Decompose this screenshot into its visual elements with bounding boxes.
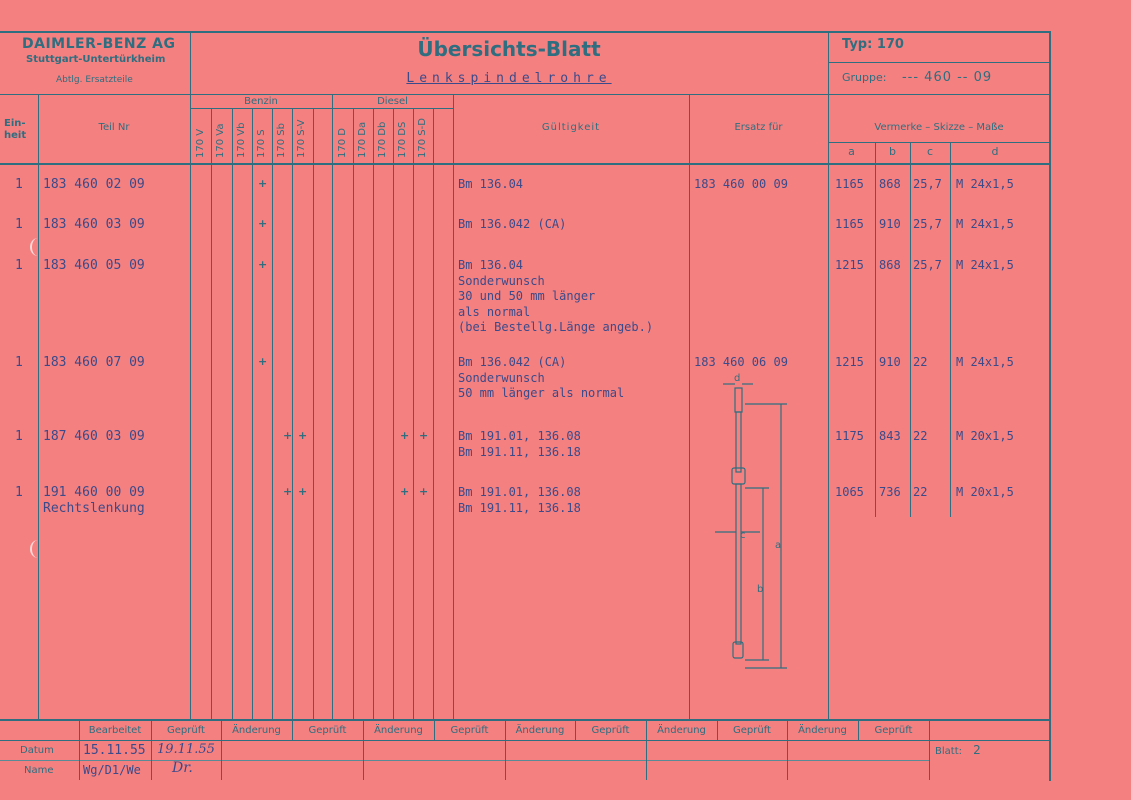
dims-header-line xyxy=(828,142,1050,143)
model-170sb: 170 Sb xyxy=(276,123,287,158)
gruppe-value: --- 460 -- 09 xyxy=(901,70,993,85)
col-header-diesel: Diesel xyxy=(377,96,408,107)
col-header-benzin: Benzin xyxy=(244,96,278,107)
footer-geprueft-3: Geprüft xyxy=(450,725,489,736)
header-divider xyxy=(0,94,1050,95)
col-header-gueltigkeit: Gültigkeit xyxy=(541,122,601,133)
model-170sd: 170 S-D xyxy=(417,118,428,158)
sketch-label-d: d xyxy=(734,373,741,384)
company-location: Stuttgart-Untertürkheim xyxy=(26,54,166,65)
footer-row-line-2 xyxy=(0,760,930,761)
column-header-divider xyxy=(0,163,1050,165)
row1-ersatz: 183 460 00 09 xyxy=(694,177,788,191)
gruppe-field xyxy=(842,70,992,85)
row6-mark-170ds: + xyxy=(400,485,410,498)
row1-teil-nr: 183 460 02 09 xyxy=(43,177,145,192)
row5-einheit: 1 xyxy=(15,429,23,444)
dim-header-d: d xyxy=(991,145,999,158)
company-name: DAIMLER-BENZ AG xyxy=(22,36,176,52)
row5-mark-170sb: + xyxy=(283,429,293,442)
row3-a: 1215 xyxy=(835,258,864,272)
row5-c: 22 xyxy=(913,429,928,443)
row3-c: 25,7 xyxy=(913,258,942,272)
typ-label: Typ: xyxy=(842,37,873,52)
footer-geprueft-4: Geprüft xyxy=(591,725,630,736)
row4-einheit: 1 xyxy=(15,355,23,370)
dims-line-a xyxy=(875,142,876,517)
row1-gueltigkeit: Bm 136.04 xyxy=(458,177,524,191)
footer-aenderung-1: Änderung xyxy=(232,725,281,736)
row4-g-line1: Bm 136.042 (CA) xyxy=(458,355,567,369)
sketch-label-b: b xyxy=(757,584,764,595)
punch-hole-bottom xyxy=(30,540,46,558)
row6-mark-170sv: + xyxy=(298,485,308,498)
footer-name-signature: Dr. xyxy=(172,760,193,776)
row2-gueltigkeit: Bm 136.042 (CA) xyxy=(458,217,567,231)
frame-top xyxy=(0,31,1050,33)
footer-datum-label: Datum xyxy=(20,745,54,756)
model-170ds: 170 DS xyxy=(397,121,408,158)
row5-g-line1: Bm 191.01, 136.08 xyxy=(458,429,581,443)
dims-line-b xyxy=(910,142,911,517)
dims-line-c xyxy=(950,142,951,517)
col-line-d1 xyxy=(353,108,354,720)
row6-einheit: 1 xyxy=(15,485,23,500)
footer-bearbeitet: Bearbeitet xyxy=(88,725,142,736)
row4-a: 1215 xyxy=(835,355,864,369)
row5-mark-170sv: + xyxy=(298,429,308,442)
row5-d: M 20x1,5 xyxy=(956,429,1014,443)
footer-aenderung-5: Änderung xyxy=(798,725,847,736)
col-line-m5 xyxy=(292,108,293,720)
footer-vline-13 xyxy=(929,720,930,780)
row1-c: 25,7 xyxy=(913,177,942,191)
row3-g-line3: 30 und 50 mm länger xyxy=(458,289,596,303)
row1-b: 868 xyxy=(879,177,901,191)
col-header-einheit: Ein-heit xyxy=(4,118,27,141)
sketch-label-c: c xyxy=(740,530,746,541)
row6-g-line2: Bm 191.11, 136.18 xyxy=(458,500,581,515)
row3-d: M 24x1,5 xyxy=(956,258,1014,272)
col-header-teil-nr: Teil Nr xyxy=(98,122,130,133)
row4-d: M 24x1,5 xyxy=(956,355,1014,369)
col-line-d3 xyxy=(393,108,394,720)
footer-aenderung-3: Änderung xyxy=(515,725,565,736)
footer-geprueft-2: Geprüft xyxy=(308,725,347,736)
col-line-m2 xyxy=(232,108,233,720)
col-line-teil xyxy=(190,165,191,720)
row3-g-line1: Bm 136.04 xyxy=(458,258,524,272)
typ-field xyxy=(842,37,904,52)
row3-g-line5: (bei Bestellg.Länge angeb.) xyxy=(458,320,654,334)
steering-tube-sketch xyxy=(705,370,815,680)
footer-datum-signature: 19.11.55 xyxy=(157,742,215,757)
row5-g-line2: Bm 191.11, 136.18 xyxy=(458,444,581,459)
gruppe-label: Gruppe: xyxy=(842,71,887,84)
row6-c: 22 xyxy=(913,485,928,499)
sketch-collar xyxy=(732,468,745,484)
row2-c: 25,7 xyxy=(913,217,942,231)
model-170da: 170 Da xyxy=(357,121,368,158)
row6-a: 1065 xyxy=(835,485,864,499)
dim-header-b: b xyxy=(889,145,896,158)
row2-a: 1165 xyxy=(835,217,864,231)
row5-mark-170ds: + xyxy=(400,429,410,442)
row5-a: 1175 xyxy=(835,429,864,443)
dim-header-c: c xyxy=(926,145,934,158)
row2-mark-170s: + xyxy=(258,217,268,230)
col-line-m1 xyxy=(211,108,212,720)
row6-b: 736 xyxy=(879,485,901,499)
footer-name-value: Wg/D1/We xyxy=(83,763,141,777)
row2-teil-nr: 183 460 03 09 xyxy=(43,217,145,232)
dim-header-a: a xyxy=(848,145,855,158)
typ-divider xyxy=(828,62,1050,63)
model-170db: 170 Db xyxy=(377,121,388,158)
typ-value: 170 xyxy=(876,37,904,52)
row6-teil-nr: 191 460 00 09 xyxy=(43,485,145,500)
row3-mark-170s: + xyxy=(258,258,268,271)
footer-row-line-1 xyxy=(0,740,1050,741)
footer-geprueft-6: Geprüft xyxy=(874,725,913,736)
row3-teil-nr: 183 460 05 09 xyxy=(43,258,145,273)
footer-name-label: Name xyxy=(24,765,54,776)
page-subtitle: Lenkspindelrohre xyxy=(406,71,612,86)
row6-d: M 20x1,5 xyxy=(956,485,1014,499)
row2-b: 910 xyxy=(879,217,901,231)
blatt-value: 2 xyxy=(973,743,981,757)
frame-right xyxy=(1049,31,1051,781)
row1-mark-170s: + xyxy=(258,177,268,190)
row1-einheit: 1 xyxy=(15,177,23,192)
row3-gueltigkeit xyxy=(458,258,653,336)
row4-teil-nr: 183 460 07 09 xyxy=(43,355,145,370)
row6-g-line1: Bm 191.01, 136.08 xyxy=(458,485,581,499)
row4-gueltigkeit xyxy=(458,355,624,402)
punch-hole-top xyxy=(30,238,46,256)
row3-g-line4: als normal xyxy=(458,304,531,319)
blatt-label: Blatt: xyxy=(935,746,962,757)
row4-mark-170s: + xyxy=(258,355,268,368)
footer-datum-value: 15.11.55 xyxy=(83,743,146,758)
col-line-diesel-end xyxy=(433,108,434,720)
col-header-vermerke: Vermerke – Skizze – Maße xyxy=(874,122,1004,133)
row5-gueltigkeit xyxy=(458,429,581,460)
row6-mark-170sd: + xyxy=(419,485,429,498)
model-170vb: 170 Vb xyxy=(236,122,247,158)
subtitle-wrap xyxy=(190,67,828,86)
row4-c: 22 xyxy=(913,355,928,369)
col-line-einheit xyxy=(38,94,39,720)
col-line-benzin-end xyxy=(313,108,314,720)
row5-mark-170sd: + xyxy=(419,429,429,442)
row1-a: 1165 xyxy=(835,177,864,191)
model-170v: 170 V xyxy=(195,128,206,158)
sketch-thread xyxy=(735,388,742,412)
col-line-d4 xyxy=(413,108,414,720)
col-line-gueltigkeit xyxy=(689,94,690,720)
footer-aenderung-4: Änderung xyxy=(657,725,706,736)
col-line-models xyxy=(453,94,454,720)
row4-g-line2: Sonderwunsch xyxy=(458,370,545,385)
row1-d: M 24x1,5 xyxy=(956,177,1014,191)
row2-einheit: 1 xyxy=(15,217,23,232)
sketch-label-a: a xyxy=(775,540,782,551)
row4-g-line3: 50 mm länger als normal xyxy=(458,386,625,400)
footer-geprueft-5: Geprüft xyxy=(733,725,771,736)
row3-einheit: 1 xyxy=(15,258,23,273)
footer-divider xyxy=(0,719,1050,721)
col-line-ersatz xyxy=(828,165,829,720)
model-170d: 170 D xyxy=(337,128,348,158)
row4-b: 910 xyxy=(879,355,901,369)
row4-ersatz: 183 460 06 09 xyxy=(694,355,788,369)
model-170s: 170 S xyxy=(256,129,267,158)
row6-gueltigkeit xyxy=(458,485,581,516)
model-170sv: 170 S-V xyxy=(296,119,307,158)
footer-geprueft-1: Geprüft xyxy=(167,725,205,736)
col-line-m3 xyxy=(252,108,253,720)
col-line-diesel-start xyxy=(332,94,333,720)
col-line-d2 xyxy=(373,108,374,720)
page-title: Übersichts-Blatt xyxy=(417,37,601,61)
row3-b: 868 xyxy=(879,258,901,272)
row6-teil xyxy=(43,485,145,516)
row2-d: M 24x1,5 xyxy=(956,217,1014,231)
col-line-m4 xyxy=(272,108,273,720)
row3-g-line2: Sonderwunsch xyxy=(458,273,545,288)
department: Abtlg. Ersatzteile xyxy=(56,75,133,85)
row5-teil-nr: 187 460 03 09 xyxy=(43,429,145,444)
row6-teil-note: Rechtslenkung xyxy=(43,500,145,516)
col-header-ersatz: Ersatz für xyxy=(734,122,783,133)
footer-blatt xyxy=(935,743,981,757)
row6-mark-170sb: + xyxy=(283,485,293,498)
footer-aenderung-2: Änderung xyxy=(374,725,423,736)
model-170va: 170 Va xyxy=(215,123,226,158)
row5-b: 843 xyxy=(879,429,901,443)
